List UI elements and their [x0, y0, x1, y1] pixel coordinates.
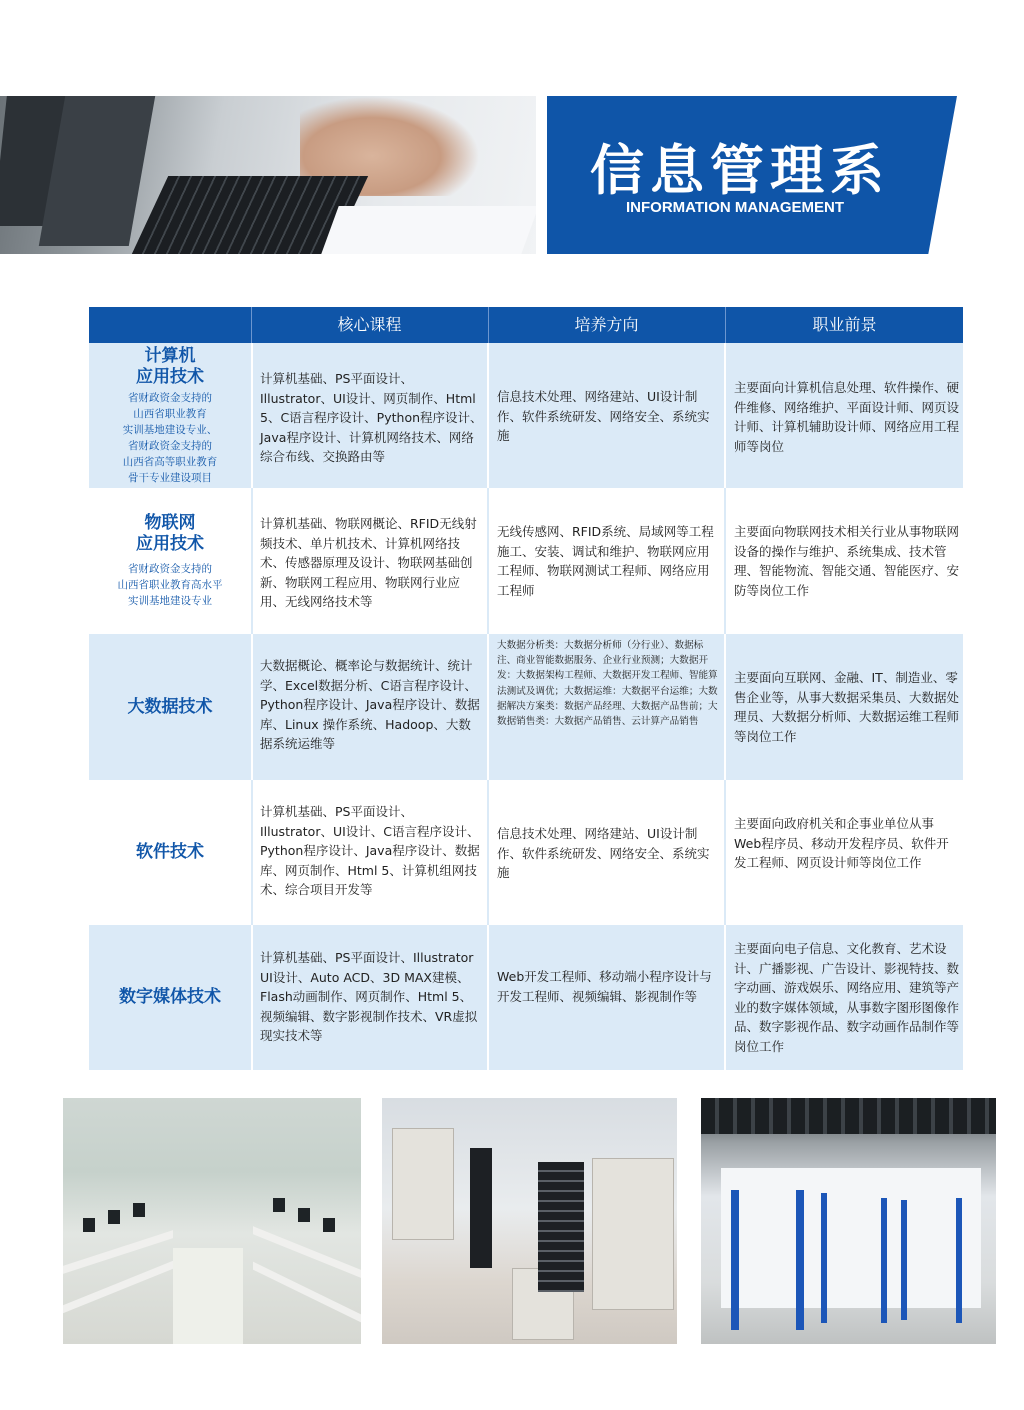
courses-text: 计算机基础、PS平面设计、Illustrator UI设计、Auto ACD、3D MAX建模、Flash动画制作、网页制作、Html 5、视频编辑、数字影视制作技术、VR虚拟现实技术等: [260, 950, 478, 1043]
career-text: 主要面向政府机关和企事业单位从事Web程序员、移动开发程序员、软件开发工程师、网页设计师等岗位工作: [734, 816, 949, 870]
direction-text: Web开发工程师、移动端小程序设计与开发工程师、视频编辑、影视制作等: [497, 969, 712, 1004]
program-name-cell: [89, 925, 251, 1070]
career-text: 主要面向电子信息、文化教育、艺术设计、广播影视、广告设计、影视特技、数字动画、游戏娱乐、网络应用、建筑等产业的数字媒体领域，从事数字图形图像作品、数字影视作品、数字动画作品制作等岗位工作: [734, 941, 960, 1054]
iot-training-room-photo: [701, 1098, 996, 1344]
table-row: [89, 925, 963, 1070]
table-header: [89, 307, 963, 343]
program-name-cell: [89, 488, 251, 634]
header-courses: 核心课程: [337, 315, 402, 334]
paper-shape: [321, 206, 536, 254]
program-name-cell: [89, 634, 251, 780]
courses-text: 大数据概论、概率论与数据统计、统计学、Excel数据分析、C语言程序设计、Python程序设计、Java程序设计、数据库、Linux 操作系统、Hadoop、大数据系统运维等: [260, 658, 480, 751]
programs-table: [89, 307, 963, 1070]
table-row: [89, 488, 963, 634]
career-text: 主要面向计算机信息处理、软件操作、硬件维修、网络维护、平面设计师、网页设计师、计算机辅助设计师、网络应用工程师等岗位: [734, 380, 960, 454]
program-name-cell: [89, 780, 251, 925]
courses-text: 计算机基础、PS平面设计、Illustrator、UI设计、网页制作、Html 5、C语言程序设计、Python程序设计、Java程序设计、计算机网络技术、网络综合布线、交换路由等: [260, 371, 483, 464]
program-note: 省财政资金支持的 山西省职业教育 实训基地建设专业、 省财政资金支持的 山西省高等职业教育 骨干专业建设项目: [122, 391, 218, 484]
program-name: 数字媒体技术: [119, 987, 221, 1007]
direction-text: 信息技术处理、网络建站、UI设计制作、软件系统研发、网络安全、系统实施: [497, 389, 710, 443]
header-direction: 培养方向: [574, 315, 639, 334]
computer-lab-photo: [63, 1098, 361, 1344]
header-photo-keyboard: [0, 96, 536, 254]
direction-text: 信息技术处理、网络建站、UI设计制作、软件系统研发、网络安全、系统实施: [497, 826, 710, 880]
table-row: [89, 634, 963, 780]
program-note: 省财政资金支持的 山西省职业教育高水平 实训基地建设专业: [117, 563, 223, 607]
page-title: 信息管理系: [590, 139, 890, 202]
career-text: 主要面向物联网技术相关行业从事物联网设备的操作与维护、系统集成、技术管理、智能物流、智能交通、智能医疗、安防等岗位工作: [734, 524, 960, 598]
page-subtitle: INFORMATION MANAGEMENT: [626, 199, 845, 216]
career-text: 主要面向互联网、金融、IT、制造业、零售企业等，从事大数据采集员、大数据处理员、大数据分析师、大数据运维工程师等岗位工作: [734, 670, 960, 744]
program-name: 物联网 应用技术: [136, 513, 204, 554]
program-name: 计算机 应用技术: [136, 345, 204, 387]
table-row: [89, 780, 963, 925]
network-training-room-photo: [382, 1098, 677, 1344]
courses-text: 计算机基础、PS平面设计、Illustrator、UI设计、C语言程序设计、Python程序设计、Java程序设计、数据库、网页制作、Html 5、计算机组网技术、综合项目开发等: [260, 804, 480, 897]
header-career: 职业前景: [812, 315, 877, 334]
program-name: 大数据技术: [127, 696, 213, 717]
program-name: 软件技术: [136, 842, 204, 862]
courses-text: 计算机基础、物联网概论、RFID无线射频技术、单片机技术、计算机网络技术、传感器原理及设计、物联网基础创新、物联网工程应用、物联网行业应用、无线网络技术等: [260, 516, 477, 609]
table-row: [89, 343, 963, 488]
direction-text: 大数据分析类：大数据分析师（分行业）、数据标注、商业智能数据服务、企业行业预测；大数据开发：大数据架构工程师、大数据开发工程师、智能算法测试及调优；大数据运维：大数据平台运维；大数据解决方案类：数据产品经理、大数据产品售前；大数据销售类：大数据产品销售、云计算产品销售: [497, 640, 718, 728]
program-name-cell: [89, 343, 251, 488]
direction-text: 无线传感网、RFID系统、局域网等工程施工、安装、调试和维护、物联网应用工程师、物联网测试工程师、网络应用工程师: [497, 524, 714, 598]
